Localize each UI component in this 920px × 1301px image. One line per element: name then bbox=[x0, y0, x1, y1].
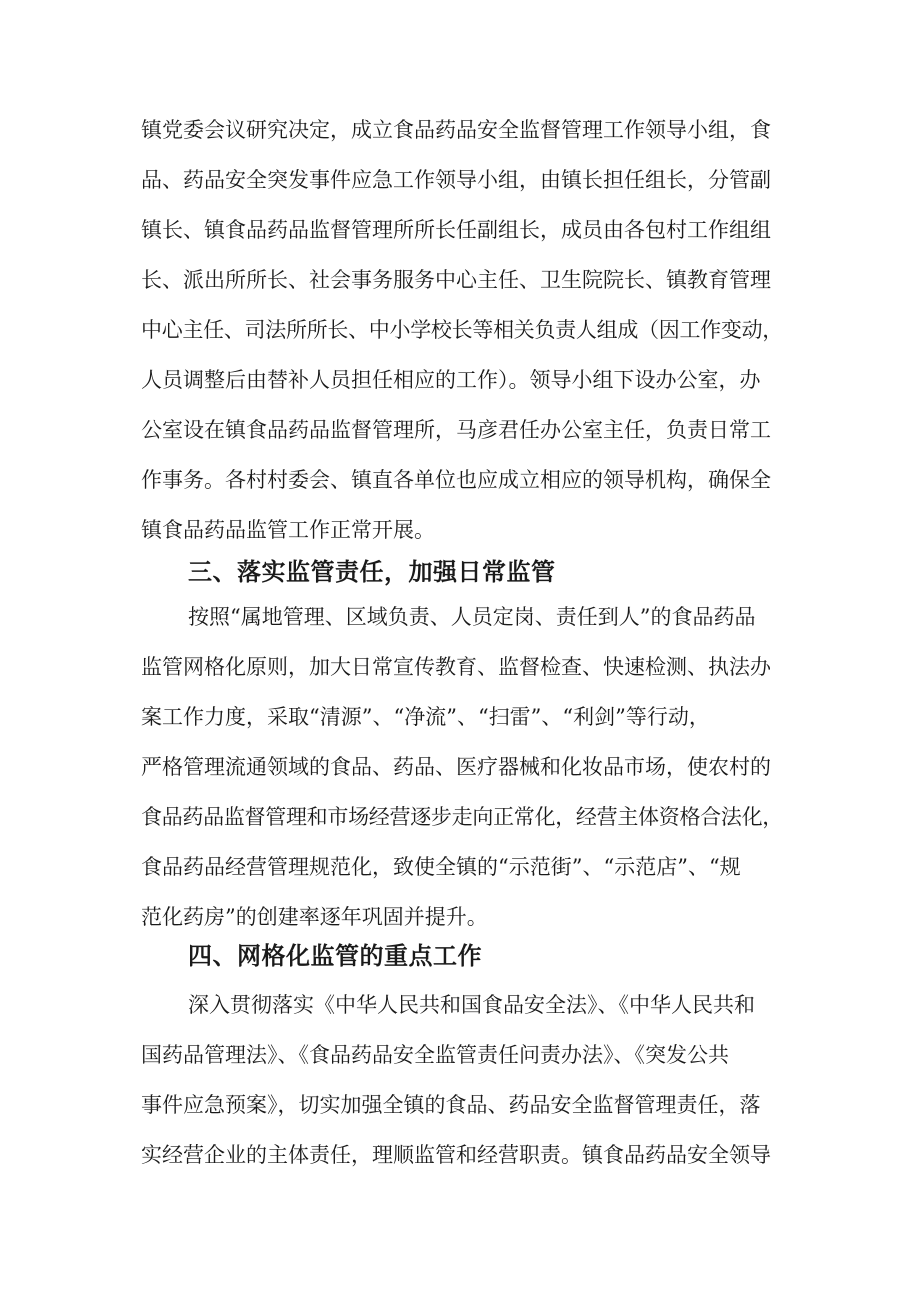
paragraph-line: 中心主任、司法所所长、中小学校长等相关负责人组成（因工作变动， bbox=[141, 318, 783, 342]
paragraph-line: 镇党委会议研究决定，成立食品药品安全监督管理工作领导小组，食 bbox=[141, 118, 771, 142]
paragraph-line: 作事务。各村村委会、镇直各单位也应成立相应的领导机构，确保全 bbox=[141, 468, 771, 492]
paragraph-line: 国药品管理法》、《食品药品安全监管责任问责办法》、《突发公共 bbox=[141, 1043, 729, 1067]
paragraph-line: 长、派出所所长、社会事务服务中心主任、卫生院院长、镇教育管理 bbox=[141, 268, 771, 292]
paragraph-line: 事件应急预案》，切实加强全镇的食品、药品安全监督管理责任，落 bbox=[141, 1093, 761, 1117]
section-heading-4: 四、网格化监管的重点工作 bbox=[188, 942, 482, 970]
paragraph-line: 食品药品经营管理规范化，致使全镇的“示范街”、“示范店”、“规 bbox=[141, 855, 741, 879]
paragraph-line: 严格管理流通领域的食品、药品、医疗器械和化妆品市场，使农村的 bbox=[141, 755, 771, 779]
paragraph-line: 深入贯彻落实《中华人民共和国食品安全法》、《中华人民共和 bbox=[188, 993, 755, 1017]
section-heading-3: 三、落实监管责任，加强日常监管 bbox=[188, 558, 556, 586]
paragraph-line: 镇长、镇食品药品监督管理所所长任副组长，成员由各包村工作组组 bbox=[141, 218, 771, 242]
paragraph-line: 监管网格化原则，加大日常宣传教育、监督检查、快速检测、执法办 bbox=[141, 655, 771, 679]
paragraph-line: 人员调整后由替补人员担任相应的工作）。领导小组下设办公室，办 bbox=[141, 368, 761, 392]
paragraph-line: 按照“属地管理、区域负责、人员定岗、责任到人”的食品药品 bbox=[188, 605, 756, 629]
paragraph-line: 食品药品监督管理和市场经营逐步走向正常化，经营主体资格合法化， bbox=[141, 805, 783, 829]
paragraph-line: 镇食品药品监管工作正常开展。 bbox=[141, 518, 435, 542]
paragraph-line: 案工作力度，采取“清源”、“净流”、“扫雷”、“利剑”等行动， bbox=[141, 705, 710, 729]
paragraph-line: 实经营企业的主体责任，理顺监管和经营职责。镇食品药品安全领导 bbox=[141, 1143, 771, 1167]
paragraph-line: 公室设在镇食品药品监督管理所，马彦君任办公室主任，负责日常工 bbox=[141, 418, 771, 442]
paragraph-line: 品、药品安全突发事件应急工作领导小组，由镇长担任组长，分管副 bbox=[141, 168, 771, 192]
paragraph-line: 范化药房”的创建率逐年巩固并提升。 bbox=[141, 905, 488, 929]
